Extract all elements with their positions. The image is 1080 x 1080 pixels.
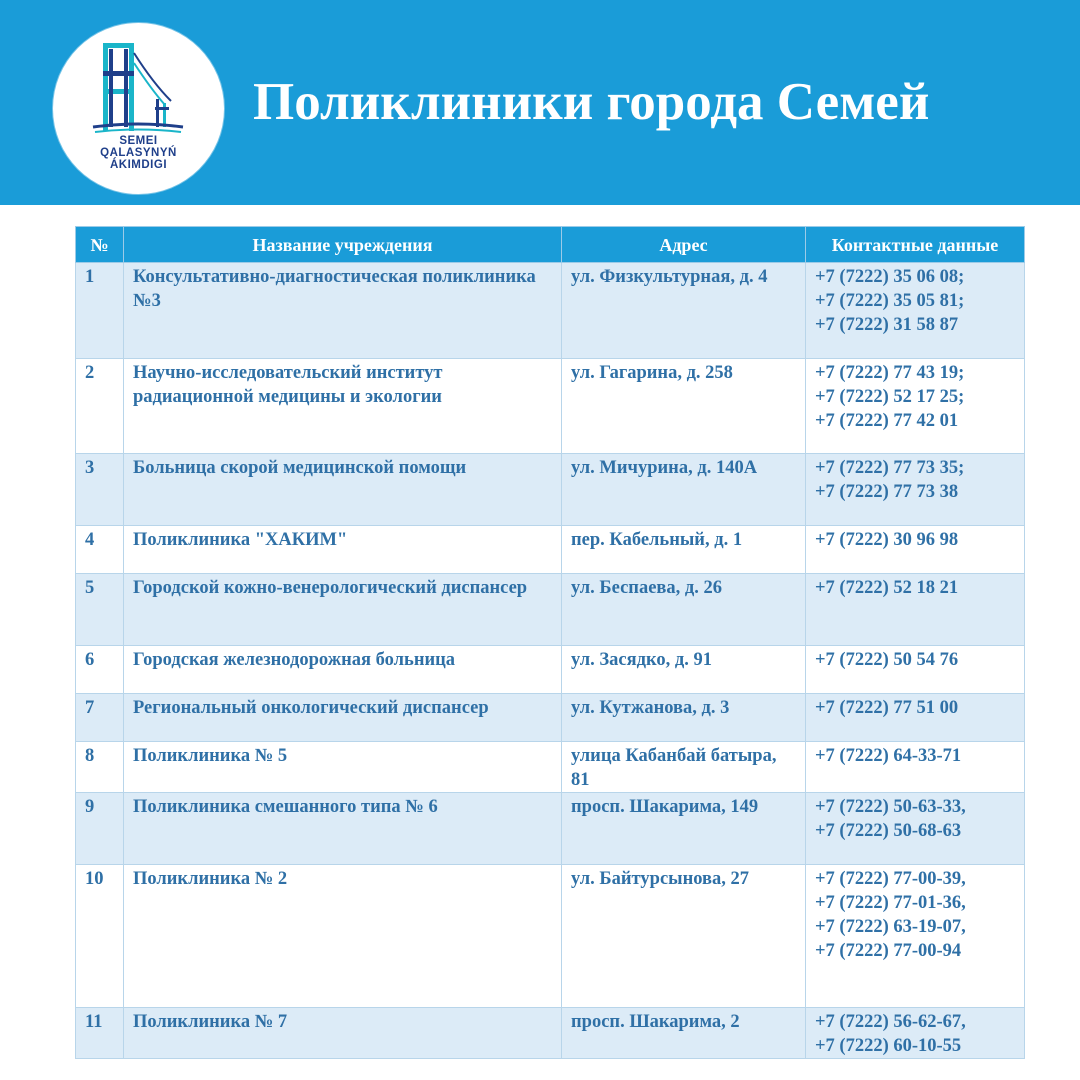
row-number: 10: [76, 865, 124, 1008]
institution-name: Больница скорой медицинской помощи: [124, 454, 562, 526]
table-row: [76, 454, 1025, 526]
institution-address: просп. Шакарима, 2: [562, 1008, 806, 1059]
institution-contacts: +7 (7222) 30 96 98: [806, 526, 1025, 574]
table-row: [76, 263, 1025, 359]
row-number: 9: [76, 793, 124, 865]
institution-address: ул. Мичурина, д. 140А: [562, 454, 806, 526]
table-row: [76, 526, 1025, 574]
table-row: [76, 865, 1025, 1008]
row-number: 4: [76, 526, 124, 574]
institution-contacts: +7 (7222) 56-62-67, +7 (7222) 60-10-55: [806, 1008, 1025, 1059]
row-number: 3: [76, 454, 124, 526]
table-row: [76, 574, 1025, 646]
institution-name: Консультативно-диагностическая поликлиника №3: [124, 263, 562, 359]
column-header-contacts: Контактные данные: [806, 227, 1025, 263]
institution-contacts: +7 (7222) 64-33-71: [806, 742, 1025, 793]
institution-address: ул. Беспаева, д. 26: [562, 574, 806, 646]
institution-contacts: +7 (7222) 77-00-39, +7 (7222) 77-01-36, +7 (7222) 63-19-07, +7 (7222) 77-00-94: [806, 865, 1025, 1008]
table-row: [76, 646, 1025, 694]
institution-address: ул. Кутжанова, д. 3: [562, 694, 806, 742]
column-header-number: №: [76, 227, 124, 263]
clinics-table: [75, 226, 1025, 1059]
institution-name: Поликлиника "ХАКИМ": [124, 526, 562, 574]
institution-name: Поликлиника № 2: [124, 865, 562, 1008]
institution-name: Поликлиника № 5: [124, 742, 562, 793]
table-header-row: [76, 227, 1025, 263]
institution-address: ул. Засядко, д. 91: [562, 646, 806, 694]
city-akimat-logo: [53, 23, 224, 194]
header-banner: [0, 0, 1080, 205]
column-header-name: Название учреждения: [124, 227, 562, 263]
institution-contacts: +7 (7222) 77 73 35; +7 (7222) 77 73 38: [806, 454, 1025, 526]
institution-address: улица Кабанбай батыра, 81: [562, 742, 806, 793]
institution-address: ул. Байтурсынова, 27: [562, 865, 806, 1008]
row-number: 1: [76, 263, 124, 359]
row-number: 5: [76, 574, 124, 646]
logo-text-line1: SEMEI: [119, 135, 158, 147]
table-row: [76, 694, 1025, 742]
page-title: Поликлиники города Семей: [253, 73, 930, 131]
table-row: [76, 1008, 1025, 1059]
clinics-table-container: [75, 226, 1024, 1059]
row-number: 7: [76, 694, 124, 742]
row-number: 8: [76, 742, 124, 793]
row-number: 2: [76, 359, 124, 454]
institution-contacts: +7 (7222) 77 51 00: [806, 694, 1025, 742]
institution-name: Поликлиника смешанного типа № 6: [124, 793, 562, 865]
institution-contacts: +7 (7222) 35 06 08; +7 (7222) 35 05 81; +7 (7222) 31 58 87: [806, 263, 1025, 359]
institution-name: Городская железнодорожная больница: [124, 646, 562, 694]
institution-address: просп. Шакарима, 149: [562, 793, 806, 865]
institution-contacts: +7 (7222) 52 18 21: [806, 574, 1025, 646]
institution-address: пер. Кабельный, д. 1: [562, 526, 806, 574]
table-row: [76, 359, 1025, 454]
row-number: 11: [76, 1008, 124, 1059]
table-row: [76, 793, 1025, 865]
institution-contacts: +7 (7222) 50-63-33, +7 (7222) 50-68-63: [806, 793, 1025, 865]
column-header-address: Адрес: [562, 227, 806, 263]
institution-name: Городской кожно-венерологический диспансер: [124, 574, 562, 646]
institution-name: Региональный онкологический диспансер: [124, 694, 562, 742]
institution-name: Научно-исследовательский институт радиационной медицины и экологии: [124, 359, 562, 454]
institution-address: ул. Гагарина, д. 258: [562, 359, 806, 454]
institution-contacts: +7 (7222) 50 54 76: [806, 646, 1025, 694]
logo-text-line3: ÁKIMDIGI: [109, 159, 168, 171]
row-number: 6: [76, 646, 124, 694]
institution-contacts: +7 (7222) 77 43 19; +7 (7222) 52 17 25; +7 (7222) 77 42 01: [806, 359, 1025, 454]
table-row: [76, 742, 1025, 793]
logo-text-line2: QALASYNYŃ: [100, 147, 177, 159]
institution-name: Поликлиника № 7: [124, 1008, 562, 1059]
institution-address: ул. Физкультурная, д. 4: [562, 263, 806, 359]
